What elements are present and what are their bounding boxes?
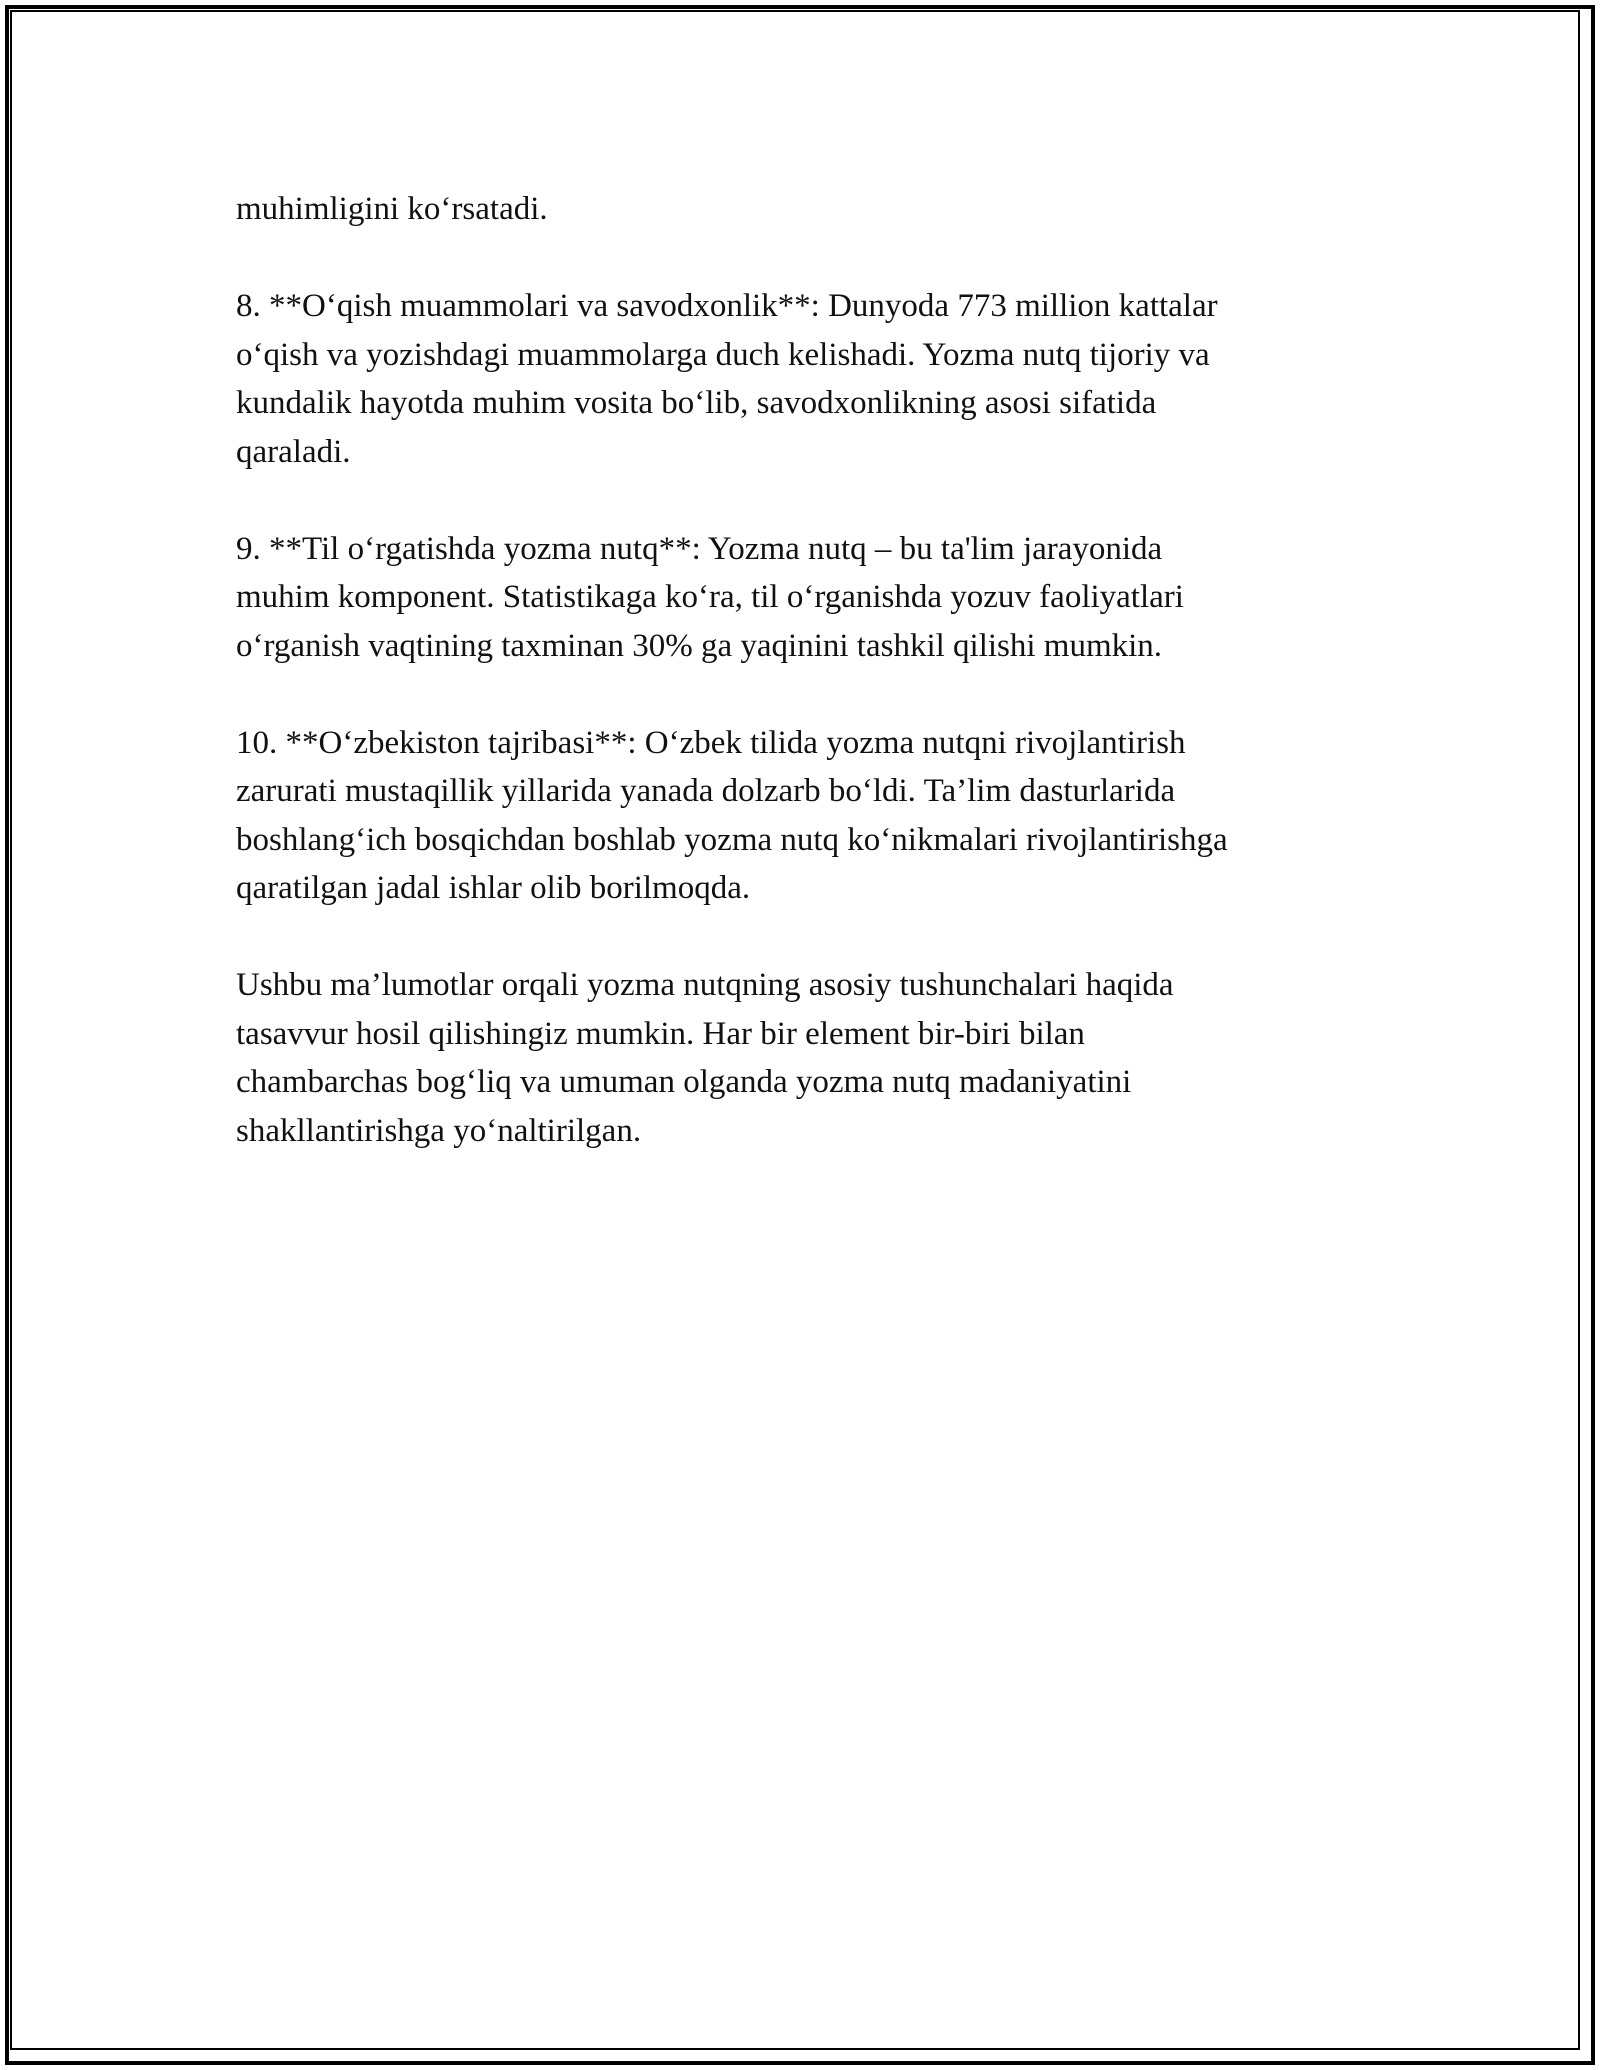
document-body: [236, 185, 1366, 1204]
paragraph-conclusion: Ushbu ma’lumotlar orqali yozma nutqning asosiy tushunchalari haqida tasavvur hosil qilishingiz mumkin. Har bir element bir-biri bilan chambarchas bog‘liq va umuman olganda yozma nutq madaniyatini shakllantirishga yo‘naltirilgan.: [236, 967, 1174, 1149]
paragraph-item-10: 10. **O‘zbekiston tajribasi**: O‘zbek tilida yozma nutqni rivojlantirish zarurati mustaqillik yillarida yanada dolzarb bo‘ldi. Ta’lim dasturlarida boshlang‘ich bosqichdan boshlab yozma nutq ko‘nikmalari rivojlantirishga qaratilgan jadal ishlar olib borilmoqda.: [236, 724, 1228, 906]
paragraph-item-8: 8. **O‘qish muammolari va savodxonlik**: Dunyoda 773 million kattalar o‘qish va yozishdagi muammolarga duch kelishadi. Yozma nutq tijoriy va kundalik hayotda muhim vosita bo‘lib, savodxonlikning asosi sifatida qaraladi.: [236, 288, 1218, 470]
paragraph-item-9: 9. **Til o‘rgatishda yozma nutq**: Yozma nutq – bu ta'lim jarayonida muhim komponent. Statistikaga ko‘ra, til o‘rganishda yozuv faoliyatlari o‘rganish vaqtining taxminan 30% ga yaqinini tashkil qilishi mumkin.: [236, 530, 1184, 664]
paragraph-continuation: muhimligini ko‘rsatadi.: [236, 191, 548, 227]
